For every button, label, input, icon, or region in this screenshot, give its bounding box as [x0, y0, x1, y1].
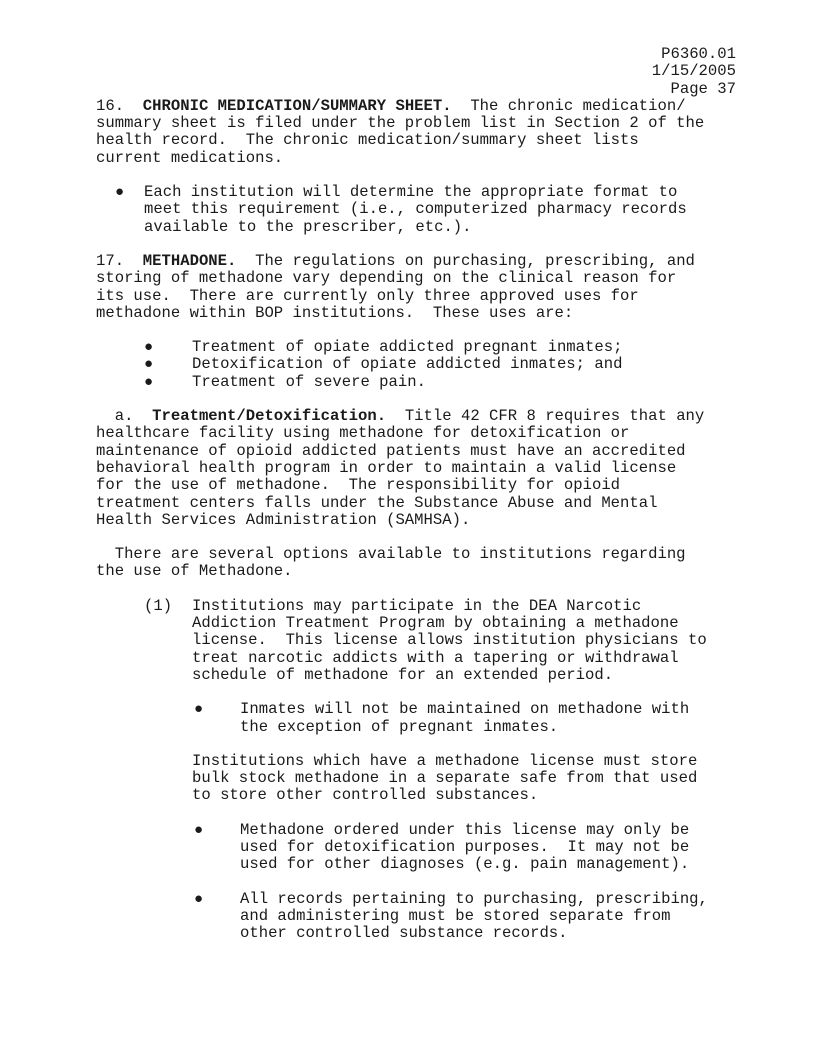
section-17-heading: METHADONE. [142, 251, 237, 270]
list-item: ● Treatment of opiate addicted pregnant inmates; [144, 338, 623, 357]
section-16-heading: CHRONIC MEDICATION/SUMMARY SHEET. [142, 96, 452, 115]
bullet-icon: ● [144, 373, 154, 391]
doc-date: 1/15/2005 [651, 62, 736, 81]
section-17-first-line: 17. METHADONE. The regulations on purchasing, prescribing, and [96, 251, 695, 270]
option-item-1: (1) Institutions may participate in the DEA Narcotic Addiction Treatment Program by obtaining a methadone license. This license allows institution physicians to treat narcotic addicts with a tapering or withdrawal schedule of methadone for an extended period. ● Inmates will not be maintained on methadone with the exception of pregnant inmates. Institutions which have a methadone license must store bulk stock methadone in a separate safe from that used to store other controlled substances. ● Methadone ordered under this license may only be used for detoxification purposes. It may not be used for other diagnoses (e.g. pain management). ● All records pertaining to purchasing, prescribing, and administering must be stored separate from other controlled substance records. [96, 598, 736, 943]
bullet-icon: ● [194, 890, 204, 908]
subsection-a: a. Treatment/Detoxification. Title 42 CFR 8 requires that any healthcare facility using methadone for detoxification or maintenance of opioid addicted patients must have an accredited behavioral health program in order to maintain a valid license for the use of methadone. The responsibility for opioid treatment centers falls under the Substance Abuse and Mental Health Services Administration (SAMHSA). There are several options available to institutions regarding the use of Methadone. [96, 408, 736, 581]
list-item: ● Treatment of severe pain. [144, 372, 426, 391]
section-17-number: 17. [96, 251, 125, 270]
doc-number: P6360.01 [661, 45, 736, 63]
document-page [96, 46, 736, 942]
options-intro: There are several options available to institutions regarding [114, 545, 686, 564]
list-item: ● Methadone ordered under this license may only be used for detoxification purposes. It may not be used for other diagnoses (e.g. pain management). [194, 820, 690, 874]
bullet-icon: ● [144, 339, 154, 357]
subsection-a-heading: Treatment/Detoxification. [152, 407, 387, 426]
license-storage-paragraph: Institutions which have a methadone license must store bulk stock methadone in a separate safe from that used to store other controlled substances. [192, 751, 698, 805]
subsection-a-first-line: a. Treatment/Detoxification. Title 42 CFR 8 requires that any [114, 407, 705, 426]
list-item: ● Detoxification of opiate addicted inmates; and [144, 355, 623, 374]
bullet-icon: ● [144, 356, 154, 374]
section-16-bullet: ● Each institution will determine the appropriate format to meet this requirement (i.e., computerized pharmacy records available to the prescriber, etc.). [115, 183, 687, 236]
page-header [96, 46, 736, 98]
bullet-icon: ● [194, 821, 204, 839]
section-17: 17. METHADONE. The regulations on purchasing, prescribing, and storing of methadone vary depending on the clinical reason for its use. There are currently only three approved uses for methadone within BOP institutions. These uses are: ● Treatment of opiate addicted pregnant inmates; ● Detoxification of opiate addicted inmates; and ● Treatment of severe pain. [96, 253, 736, 391]
bullet-icon: ● [115, 184, 125, 202]
page-number: Page 37 [670, 79, 736, 98]
option-item-1-number: (1) [144, 596, 173, 615]
bullet-icon: ● [194, 701, 204, 719]
section-16-number: 16. [96, 96, 125, 115]
section-16: 16. CHRONIC MEDICATION/SUMMARY SHEET. The chronic medication/ summary sheet is filed under the problem list in Section 2 of the health record. The chronic medication/summary sheet lists current medications. ● Each institution will determine the appropriate format to meet this requirement (i.e., computerized pharmacy records available to the prescriber, etc.). [96, 98, 736, 236]
section-16-first-line: 16. CHRONIC MEDICATION/SUMMARY SHEET. The chronic medication/ [96, 96, 686, 115]
subsection-a-label: a. [114, 407, 134, 426]
list-item: ● Inmates will not be maintained on methadone with the exception of pregnant inmates. [194, 700, 690, 736]
uses-list [96, 339, 736, 391]
list-item: ● All records pertaining to purchasing, prescribing, and administering must be stored separate from other controlled substance records. [194, 889, 708, 943]
